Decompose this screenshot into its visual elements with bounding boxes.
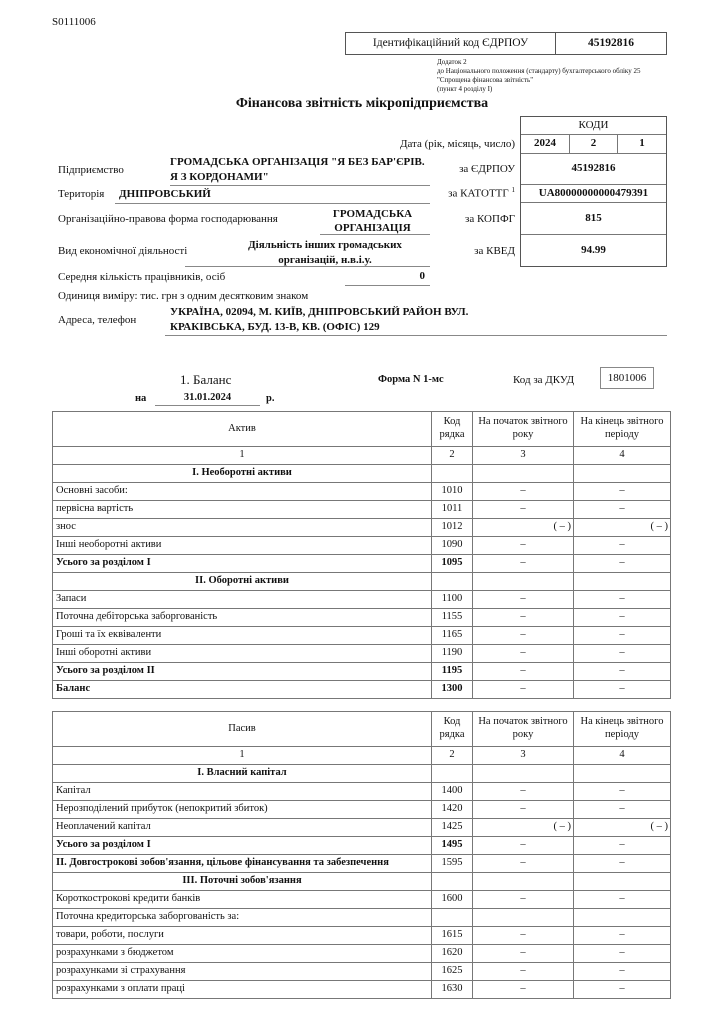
territory-underline — [115, 203, 430, 204]
row-start-value: – — [473, 555, 574, 573]
row-code: 1425 — [432, 819, 473, 837]
table-row — [53, 963, 671, 981]
row-code: 1012 — [432, 519, 473, 537]
table-row — [53, 681, 671, 699]
row-code: 1400 — [432, 783, 473, 801]
edrpou-label: за ЄДРПОУ — [459, 163, 515, 175]
unit-note: Одиниця виміру: тис. грн з одним десятковим знаком — [58, 290, 309, 302]
row-end-value: – — [574, 855, 671, 873]
liabilities-table — [52, 711, 671, 999]
row-label: I. Необоротні активи — [53, 465, 432, 483]
row-start-value: – — [473, 801, 574, 819]
row-label: Усього за розділом II — [53, 663, 432, 681]
balance-date-underline — [155, 405, 260, 406]
table-row — [53, 783, 671, 801]
row-label: Інші оборотні активи — [53, 645, 432, 663]
row-label: II. Довгострокові зобов'язання, цільове фінансування та забезпечення — [53, 855, 432, 873]
row-label: розрахунками зі страхування — [53, 963, 432, 981]
codes-header: КОДИ — [521, 117, 666, 135]
row-end-value: – — [574, 981, 671, 999]
column-number: 1 — [53, 747, 432, 765]
row-label: Поточна кредиторська заборгованість за: — [53, 909, 432, 927]
balance-year-suffix: р. — [266, 393, 275, 404]
column-number: 4 — [574, 747, 671, 765]
dkud-label: Код за ДКУД — [513, 374, 575, 386]
table-row — [53, 483, 671, 501]
row-label: товари, роботи, послуги — [53, 927, 432, 945]
page-title: Фінансова звітність мікропідприємства — [235, 96, 489, 111]
row-end-value: – — [574, 645, 671, 663]
table-row — [53, 627, 671, 645]
enterprise-name — [170, 155, 425, 185]
katottg-label — [400, 186, 515, 200]
code-kved: 94.99 — [581, 243, 606, 256]
row-label: Запаси — [53, 591, 432, 609]
row-code: 1420 — [432, 801, 473, 819]
row-end-value: – — [574, 801, 671, 819]
row-start-value: – — [473, 927, 574, 945]
table-row — [53, 645, 671, 663]
row-start-value: – — [473, 783, 574, 801]
row-start-value: – — [473, 891, 574, 909]
code-katottg: UA80000000000479391 — [521, 185, 666, 203]
row-end-value: – — [574, 927, 671, 945]
table-row — [53, 573, 671, 591]
header-cell: На початок звітного року — [473, 412, 574, 447]
balance-title: 1. Баланс — [180, 372, 232, 387]
row-end-value: – — [574, 963, 671, 981]
row-code: 1011 — [432, 501, 473, 519]
row-code — [432, 765, 473, 783]
table-row — [53, 501, 671, 519]
row-start-value: – — [473, 645, 574, 663]
row-end-value: – — [574, 501, 671, 519]
legal-form-label: Організаційно-правова форма господарювання — [58, 213, 278, 225]
row-start-value: – — [473, 855, 574, 873]
row-label: Поточна дебіторська заборгованість — [53, 609, 432, 627]
table-row — [53, 591, 671, 609]
balance-on-label: на — [135, 393, 147, 404]
address-value — [170, 305, 468, 335]
row-end-value: – — [574, 483, 671, 501]
appendix-line: Додаток 2 — [437, 58, 467, 66]
row-label: Усього за розділом I — [53, 837, 432, 855]
header-cell: На початок звітного року — [473, 712, 574, 747]
table-row — [53, 465, 671, 483]
address-label: Адреса, телефон — [58, 314, 137, 326]
row-end-value: – — [574, 537, 671, 555]
column-number: 2 — [432, 747, 473, 765]
row-label: II. Оборотні активи — [53, 573, 432, 591]
row-label: Неоплачений капітал — [53, 819, 432, 837]
row-label: Короткострокові кредити банків — [53, 891, 432, 909]
table-row — [53, 537, 671, 555]
edrpou-box — [345, 32, 667, 55]
edrpou-box-value: 45192816 — [588, 37, 634, 50]
row-label: розрахунками з оплати праці — [53, 981, 432, 999]
activity-line: організацій, н.в.і.у. — [278, 254, 372, 266]
column-number: 4 — [574, 447, 671, 465]
row-label: знос — [53, 519, 432, 537]
appendix-line: "Спрощена фінансова звітність" — [437, 76, 534, 84]
row-code: 1165 — [432, 627, 473, 645]
row-start-value: – — [473, 981, 574, 999]
assets-table — [52, 411, 671, 699]
kved-label: за КВЕД — [474, 245, 515, 257]
table-row — [53, 891, 671, 909]
column-number: 1 — [53, 447, 432, 465]
row-start-value: – — [473, 963, 574, 981]
row-end-value: – — [574, 609, 671, 627]
enterprise-name-line: Я З КОРДОНАМИ" — [170, 171, 269, 183]
row-code: 1495 — [432, 837, 473, 855]
row-code: 1600 — [432, 891, 473, 909]
row-label: розрахунками з бюджетом — [53, 945, 432, 963]
row-code — [432, 873, 473, 891]
row-end-value: – — [574, 555, 671, 573]
row-start-value — [473, 765, 574, 783]
activity-underline — [185, 266, 430, 267]
row-end-value — [574, 573, 671, 591]
legal-form-line: ГРОМАДСЬКА — [332, 208, 413, 220]
row-start-value: – — [473, 627, 574, 645]
edrpou-box-label: Ідентифікаційний код ЄДРПОУ — [346, 33, 556, 54]
table-row — [53, 555, 671, 573]
address-line: КРАКІВСЬКА, БУД. 13-В, КВ. (ОФІС) 129 — [170, 321, 380, 333]
enterprise-label: Підприємство — [58, 164, 124, 176]
column-number-row — [53, 447, 671, 465]
appendix-line: до Національного положення (стандарту) бухгалтерського обліку 25 — [437, 67, 641, 75]
row-end-value — [574, 873, 671, 891]
katottg-label-text: за КАТОТТГ — [448, 187, 509, 200]
table-row — [53, 909, 671, 927]
date-label: Дата (рік, місяць, число) — [399, 138, 515, 150]
row-code: 1190 — [432, 645, 473, 663]
row-code — [432, 465, 473, 483]
form-id: S0111006 — [52, 16, 96, 28]
table-row — [53, 837, 671, 855]
table-row — [53, 519, 671, 537]
row-code: 1615 — [432, 927, 473, 945]
row-start-value: – — [473, 609, 574, 627]
column-number: 3 — [473, 447, 574, 465]
territory-label: Територія — [58, 188, 105, 200]
column-number: 2 — [432, 447, 473, 465]
row-code: 1095 — [432, 555, 473, 573]
header-cell: Код рядка — [432, 412, 473, 447]
row-end-value: – — [574, 681, 671, 699]
code-kopfg: 815 — [521, 203, 666, 235]
row-label: первісна вартість — [53, 501, 432, 519]
row-code: 1595 — [432, 855, 473, 873]
row-start-value: ( – ) — [473, 819, 574, 837]
table-header-row — [53, 412, 671, 447]
employees-underline — [345, 285, 430, 286]
row-label: Усього за розділом I — [53, 555, 432, 573]
dkud-value: 1801006 — [600, 367, 654, 389]
row-start-value — [473, 573, 574, 591]
row-end-value: – — [574, 891, 671, 909]
row-start-value — [473, 873, 574, 891]
balance-date: 31.01.2024 — [183, 392, 232, 403]
row-code: 1630 — [432, 981, 473, 999]
code-edrpou: 45192816 — [521, 154, 666, 185]
row-code: 1155 — [432, 609, 473, 627]
row-end-value: – — [574, 627, 671, 645]
row-end-value — [574, 465, 671, 483]
row-code: 1195 — [432, 663, 473, 681]
activity-value — [220, 238, 430, 268]
row-end-value: – — [574, 663, 671, 681]
row-code: 1620 — [432, 945, 473, 963]
employees-label: Середня кількість працівників, осіб — [58, 271, 226, 283]
codes-box — [520, 116, 667, 267]
column-number: 3 — [473, 747, 574, 765]
row-label: Баланс — [53, 681, 432, 699]
table-row — [53, 873, 671, 891]
row-code — [432, 909, 473, 927]
header-cell: На кінець звітного періоду — [574, 412, 671, 447]
row-start-value: – — [473, 837, 574, 855]
table-row — [53, 855, 671, 873]
row-end-value: ( – ) — [574, 519, 671, 537]
address-line: УКРАЇНА, 02094, М. КИЇВ, ДНІПРОВСЬКИЙ РАЙОН ВУЛ. — [170, 306, 469, 318]
row-end-value: – — [574, 837, 671, 855]
row-start-value: – — [473, 537, 574, 555]
table-row — [53, 819, 671, 837]
legal-form-underline — [320, 234, 430, 235]
table-row — [53, 945, 671, 963]
row-label: Інші необоротні активи — [53, 537, 432, 555]
code-month: 2 — [570, 135, 618, 154]
row-start-value: – — [473, 483, 574, 501]
row-label: I. Власний капітал — [53, 765, 432, 783]
row-code: 1625 — [432, 963, 473, 981]
legal-form-value — [315, 207, 430, 235]
row-end-value — [574, 909, 671, 927]
row-start-value: – — [473, 501, 574, 519]
row-start-value: – — [473, 663, 574, 681]
row-start-value: – — [473, 681, 574, 699]
enterprise-name-line: ГРОМАДСЬКА ОРГАНІЗАЦІЯ "Я БЕЗ БАР'ЄРІВ. — [170, 156, 425, 168]
row-label: Гроші та їх еквіваленти — [53, 627, 432, 645]
table-row — [53, 981, 671, 999]
legal-form-line: ОРГАНІЗАЦІЯ — [334, 222, 411, 234]
row-start-value: – — [473, 945, 574, 963]
row-code: 1090 — [432, 537, 473, 555]
column-number-row — [53, 747, 671, 765]
row-start-value: – — [473, 591, 574, 609]
enterprise-underline — [170, 185, 430, 186]
row-start-value — [473, 909, 574, 927]
appendix-line: (пункт 4 розділу I) — [437, 85, 493, 93]
header-cell: Пасив — [53, 712, 432, 747]
row-end-value: – — [574, 783, 671, 801]
row-end-value: – — [574, 945, 671, 963]
form-number: Форма N 1-мс — [378, 374, 444, 385]
kopfg-label: за КОПФГ — [465, 213, 515, 225]
activity-line: Діяльність інших громадських — [248, 239, 402, 251]
row-end-value — [574, 765, 671, 783]
row-code: 1100 — [432, 591, 473, 609]
header-cell: На кінець звітного періоду — [574, 712, 671, 747]
table-row — [53, 609, 671, 627]
employees-value: 0 — [419, 270, 425, 282]
row-code: 1010 — [432, 483, 473, 501]
row-label: Основні засоби: — [53, 483, 432, 501]
table-row — [53, 663, 671, 681]
code-year: 2024 — [521, 135, 570, 154]
territory-value: ДНІПРОВСЬКИЙ — [119, 188, 211, 200]
row-end-value: – — [574, 591, 671, 609]
header-cell: Код рядка — [432, 712, 473, 747]
header-cell: Актив — [53, 412, 432, 447]
table-row — [53, 765, 671, 783]
row-code — [432, 573, 473, 591]
row-end-value: ( – ) — [574, 819, 671, 837]
footnote-marker: 1 — [511, 186, 515, 194]
table-row — [53, 801, 671, 819]
row-label: III. Поточні зобов'язання — [53, 873, 432, 891]
table-header-row — [53, 712, 671, 747]
row-code: 1300 — [432, 681, 473, 699]
row-start-value: ( – ) — [473, 519, 574, 537]
row-start-value — [473, 465, 574, 483]
address-underline — [165, 335, 667, 336]
table-row — [53, 927, 671, 945]
activity-label: Вид економічної діяльності — [58, 245, 188, 257]
appendix-note — [437, 58, 640, 94]
code-day: 1 — [618, 135, 666, 154]
row-label: Нерозподілений прибуток (непокритий збиток) — [53, 801, 432, 819]
row-label: Капітал — [53, 783, 432, 801]
